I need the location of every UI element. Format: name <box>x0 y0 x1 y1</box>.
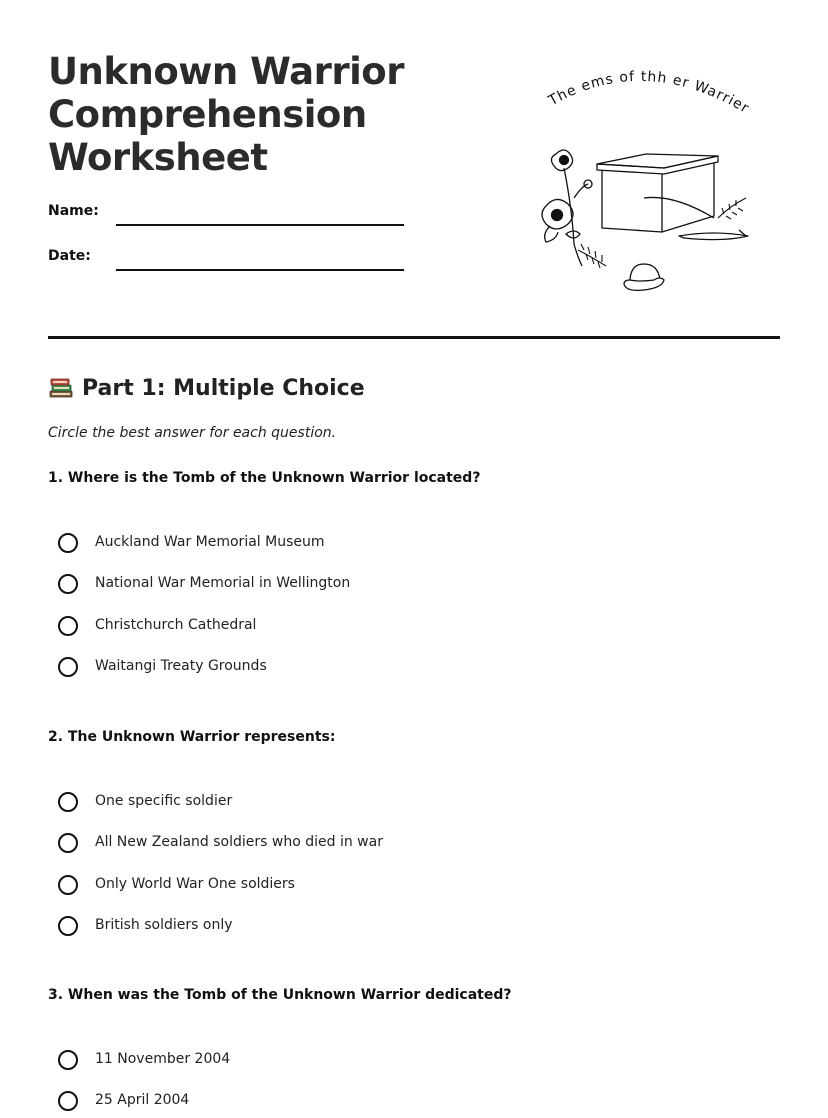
answer-option[interactable] <box>58 574 658 600</box>
answer-option[interactable] <box>58 833 658 859</box>
question-text: 2. The Unknown Warrior represents: <box>48 729 336 745</box>
date-label: Date: <box>48 248 91 264</box>
title-line: Unknown Warrior <box>48 50 404 93</box>
answer-option[interactable] <box>58 533 658 559</box>
answer-label: Only World War One soldiers <box>95 876 295 892</box>
books-icon <box>48 374 74 410</box>
answer-option[interactable] <box>58 792 658 818</box>
title-line: Worksheet <box>48 136 268 179</box>
answer-label: National War Memorial in Wellington <box>95 575 351 591</box>
memorial-illustration <box>534 58 764 298</box>
answer-label: Auckland War Memorial Museum <box>95 534 325 550</box>
answer-circle[interactable] <box>58 616 78 636</box>
question-text: 1. Where is the Tomb of the Unknown Warrior located? <box>48 470 481 486</box>
date-write-line[interactable] <box>116 269 404 271</box>
tomb-icon <box>597 154 748 240</box>
answer-option[interactable] <box>58 657 658 683</box>
answer-option[interactable] <box>58 1050 658 1076</box>
answer-label: Christchurch Cathedral <box>95 617 257 633</box>
illustration-arc-text: The ems of thh er Warrier <box>546 68 753 117</box>
answer-label: 25 April 2004 <box>95 1092 190 1108</box>
part1-heading-text: Part 1: Multiple Choice <box>82 376 365 401</box>
answer-circle[interactable] <box>58 574 78 594</box>
answer-circle[interactable] <box>58 875 78 895</box>
answer-circle[interactable] <box>58 657 78 677</box>
answer-circle[interactable] <box>58 916 78 936</box>
soldier-helmet-icon <box>624 264 664 290</box>
name-label: Name: <box>48 203 99 219</box>
answer-label: 11 November 2004 <box>95 1051 231 1067</box>
answer-circle[interactable] <box>58 833 78 853</box>
answer-label: Waitangi Treaty Grounds <box>95 658 267 674</box>
answer-circle[interactable] <box>58 533 78 553</box>
answer-circle[interactable] <box>58 1091 78 1111</box>
answer-label: British soldiers only <box>95 917 233 933</box>
question-text: 3. When was the Tomb of the Unknown Warrior dedicated? <box>48 987 512 1003</box>
answer-option[interactable] <box>58 616 658 642</box>
title-line: Comprehension <box>48 93 367 136</box>
answer-circle[interactable] <box>58 1050 78 1070</box>
part1-heading <box>48 373 365 410</box>
section-divider <box>48 336 780 339</box>
answer-label: One specific soldier <box>95 793 233 809</box>
part1-instructions: Circle the best answer for each question. <box>48 425 337 441</box>
answer-option[interactable] <box>58 875 658 901</box>
poppy-flower-icon <box>542 150 592 266</box>
answer-circle[interactable] <box>58 792 78 812</box>
worksheet-title <box>48 50 528 179</box>
answer-option[interactable] <box>58 916 658 942</box>
name-write-line[interactable] <box>116 224 404 226</box>
answer-label: All New Zealand soldiers who died in war <box>95 834 383 850</box>
answer-option[interactable] <box>58 1091 658 1117</box>
